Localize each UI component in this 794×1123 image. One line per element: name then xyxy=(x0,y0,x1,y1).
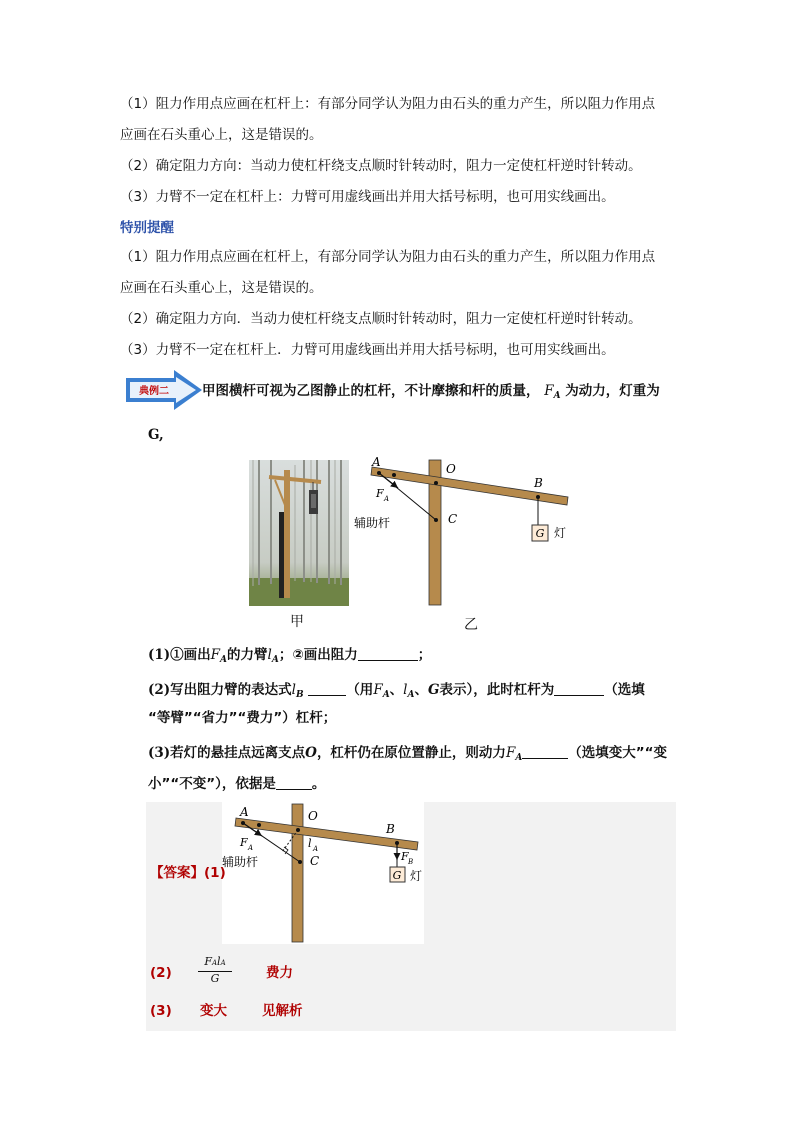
note-a-item3: （3）力臂不一定在杠杆上：力臂可用虚线画出并用大括号标明，也可用实线画出。 xyxy=(120,189,615,205)
q2-text-c: 、 xyxy=(389,682,404,698)
note-b-item1-line1: （1）阻力作用点应画在杠杆上，有部分同学认为阻力由石头的重力产生，所以阻力作用点 xyxy=(120,249,656,265)
diagram-label-g: G xyxy=(535,527,545,540)
note-b-item1-line2: 应画在石头重心上，这是错误的。 xyxy=(120,280,323,296)
q1-text-c: ；②画出阻力 xyxy=(278,647,358,663)
diagram-label-b: B xyxy=(534,476,543,490)
q1-text-a: (1)①画出 xyxy=(148,647,211,663)
note-a-item2: （2）确定阻力方向：当动力使杠杆绕支点顺时针转动时，阻力一定使杠杆逆时针转动。 xyxy=(120,158,642,174)
answer-diagram-label-o: O xyxy=(308,809,318,823)
example-stem-line1 xyxy=(202,381,660,406)
q2-arm2: l xyxy=(403,682,408,698)
answer-2-num-l-sub: A xyxy=(220,959,226,967)
q1-text-b: 的力臂 xyxy=(227,647,268,663)
question-3 xyxy=(148,743,667,768)
q3-force-sub: A xyxy=(515,753,523,763)
photo-caption: 甲 xyxy=(290,614,304,630)
q3-text-b: ，杠杆仍在原位置静止，则动力 xyxy=(316,745,506,761)
diagram-label-c: C xyxy=(448,512,458,526)
q3-pivot: O xyxy=(305,745,317,761)
q2-line2: “等臂”“省力”“费力”）杠杆； xyxy=(148,710,337,726)
answer-diagram-label-g: G xyxy=(392,869,402,882)
answer-2-fraction xyxy=(198,955,232,985)
q1-force-sub: A xyxy=(220,655,228,665)
example-stem-part2: 为动力，灯重为 xyxy=(565,383,660,399)
example-stem-line2: G, xyxy=(148,427,164,443)
answer-2-numerator xyxy=(198,955,232,972)
answer-diagram-label-aux: 辅助杆 xyxy=(222,855,259,869)
q1-text-d: ； xyxy=(417,647,432,663)
example-stem-force: F xyxy=(544,383,554,399)
answer-3-text2: 见解析 xyxy=(262,1003,303,1019)
special-reminder-heading: 特别提醒 xyxy=(120,220,174,236)
q1-answer-blank[interactable] xyxy=(358,646,418,661)
example-stem-part1: 甲图横杆可视为乙图静止的杠杆，不计摩擦和杆的质量， xyxy=(202,383,540,399)
answer-diagram-label-l: l xyxy=(308,837,312,850)
answer-2-num-f-sub: A xyxy=(211,959,218,967)
q2-force: F xyxy=(373,682,383,698)
answer-diagram-label-b: B xyxy=(386,822,395,836)
example-badge-label: 典例二 xyxy=(139,386,169,397)
q2-force-sub: A xyxy=(382,690,390,700)
q1-force: F xyxy=(210,647,221,663)
answer-diagram-label-fb-sub: B xyxy=(408,858,414,866)
question-2 xyxy=(148,680,645,705)
note-b-item2: （2）确定阻力方向．当动力使杠杆绕支点顺时针转动时，阻力一定使杠杆逆时针转动。 xyxy=(120,311,642,327)
note-a-item1-line1: （1）阻力作用点应画在杠杆上：有部分同学认为阻力由石头的重力产生，所以阻力作用点 xyxy=(120,96,656,112)
q3-force-blank[interactable] xyxy=(522,744,568,759)
q2-text-e: 表示），此时杠杆为 xyxy=(439,682,555,698)
q3-force: F xyxy=(505,745,516,761)
answer-diagram-label-l-sub: A xyxy=(313,845,319,853)
q2-arm-sub: B xyxy=(296,690,304,700)
q1-arm-sub: A xyxy=(271,655,279,665)
answer-diagram xyxy=(222,802,424,944)
lamp-post-photo xyxy=(249,460,349,606)
answer-diagram-label-a: A xyxy=(240,805,249,819)
diagram-label-f: F xyxy=(376,487,384,500)
q2-weight: G xyxy=(427,682,440,698)
example-stem-force-sub: A xyxy=(553,391,561,401)
q2-text-a: (2)写出阻力臂的表达式 xyxy=(148,682,292,698)
q3-line2-end: 。 xyxy=(311,776,326,792)
question-1 xyxy=(148,645,431,670)
answer-diagram-label-lamp: 灯 xyxy=(410,869,423,883)
diagram-caption: 乙 xyxy=(464,617,478,633)
q3-line2-text: 小”“不变”），依据是 xyxy=(148,776,276,792)
example-badge xyxy=(124,370,204,410)
q1-arm: l xyxy=(267,647,272,663)
q2-lever-type-blank[interactable] xyxy=(554,681,604,696)
diagram-label-lamp: 灯 xyxy=(554,526,567,540)
answer-2-text: 费力 xyxy=(266,965,293,981)
q2-text-f: （选填 xyxy=(604,682,645,698)
q2-arm: l xyxy=(291,682,296,698)
answer-2-num-f: F xyxy=(204,955,212,968)
q2-text-d: 、 xyxy=(414,682,428,698)
answer-2-num-l: l xyxy=(217,955,221,968)
answer-2-denominator: G xyxy=(210,972,220,985)
answer-2-number: (2) xyxy=(150,965,172,981)
answer-3-number: (3) xyxy=(150,1003,172,1019)
q3-text-a: (3)若灯的悬挂点远离支点 xyxy=(148,745,306,761)
answer-tag: 【答案】(1) xyxy=(150,865,226,881)
answer-diagram-label-f-sub: A xyxy=(248,844,254,852)
answer-3-text1: 变大 xyxy=(200,1003,227,1019)
q3-reason-blank[interactable] xyxy=(276,775,312,790)
answer-diagram-label-f: F xyxy=(240,836,248,849)
diagram-label-aux: 辅助杆 xyxy=(354,516,391,530)
lever-diagram xyxy=(352,455,582,615)
q3-line2 xyxy=(148,774,325,794)
diagram-label-a: A xyxy=(372,455,381,469)
answer-diagram-label-c: C xyxy=(310,854,320,868)
q3-text-c: （选填变大”“变 xyxy=(568,745,668,761)
answer-diagram-label-fb: F xyxy=(401,850,409,863)
note-a-item1-line2: 应画在石头重心上，这是错误的。 xyxy=(120,127,323,143)
q2-arm2-sub: A xyxy=(407,690,415,700)
q2-text-b: （用 xyxy=(346,682,374,698)
note-b-item3: （3）力臂不一定在杠杆上．力臂可用虚线画出并用大括号标明，也可用实线画出。 xyxy=(120,342,615,358)
diagram-label-o: O xyxy=(446,462,456,476)
diagram-label-f-sub: A xyxy=(384,495,390,503)
q2-expression-blank[interactable] xyxy=(308,681,346,696)
